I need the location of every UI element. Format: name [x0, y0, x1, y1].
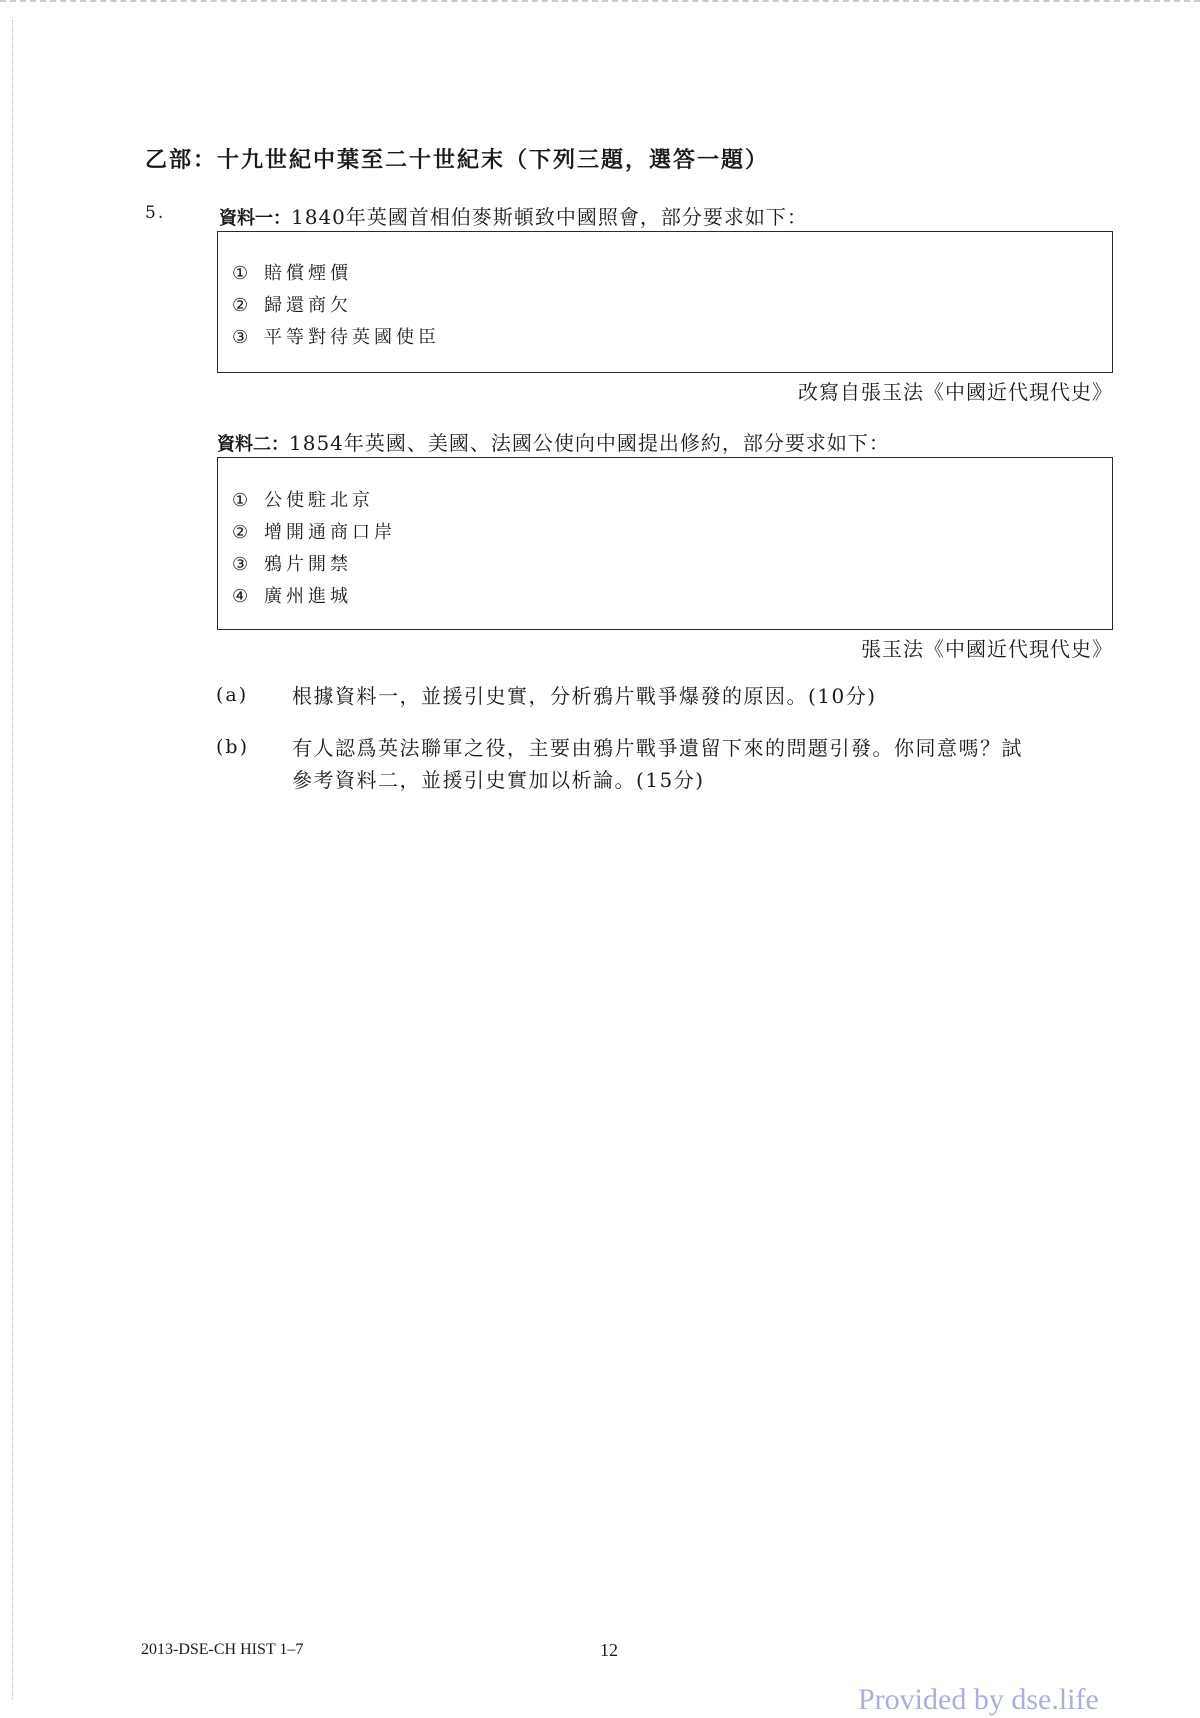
source-1-label: 資料一： — [219, 208, 291, 229]
source-1-heading — [219, 201, 808, 230]
item-text: 賠償煙價 — [264, 263, 352, 284]
item-text: 增開通商口岸 — [264, 522, 396, 543]
item-text: 鴉片開禁 — [264, 554, 352, 575]
source-2-item — [232, 582, 352, 608]
watermark-text: Provided by dse.life — [858, 1683, 1099, 1716]
item-marker: ④ — [232, 586, 249, 607]
source-1-citation: 改寫自張玉法《中國近代現代史》 — [798, 380, 1113, 404]
source-2-text: 1854年英國、美國、法國公使向中國提出修約，部分要求如下： — [289, 431, 890, 455]
scan-margin-artifact — [12, 20, 13, 1700]
part-b-label: (b) — [216, 736, 249, 758]
source-1-box — [217, 231, 1113, 373]
source-2-item — [232, 486, 374, 512]
part-b-line: 有人認爲英法聯軍之役，主要由鴉片戰爭遺留下來的問題引發。你同意嗎？試 — [292, 736, 1023, 760]
part-a-line: 根據資料一，並援引史實，分析鴉片戰爭爆發的原因。(10分) — [292, 684, 877, 708]
section-title: 乙部：十九世紀中葉至二十世紀末（下列三題，選答一題） — [145, 148, 770, 173]
item-marker: ① — [232, 490, 249, 511]
part-b-line: 參考資料二，並援引史實加以析論。(15分) — [292, 768, 705, 792]
source-1-item — [232, 291, 352, 317]
source-1-item — [232, 323, 440, 349]
item-text: 廣州進城 — [264, 586, 352, 607]
source-2-citation: 張玉法《中國近代現代史》 — [861, 637, 1113, 661]
page-number: 12 — [600, 1640, 618, 1660]
source-2-label: 資料二： — [217, 434, 289, 455]
source-2-heading — [217, 427, 890, 456]
item-marker: ③ — [232, 327, 249, 348]
item-text: 平等對待英國使臣 — [264, 327, 440, 348]
source-1-text: 1840年英國首相伯麥斯頓致中國照會，部分要求如下： — [291, 205, 808, 229]
part-a-label: (a) — [216, 684, 249, 706]
source-2-item — [232, 550, 352, 576]
part-a-text — [292, 680, 1122, 712]
scan-edge-artifact — [0, 0, 1200, 8]
item-marker: ③ — [232, 554, 249, 575]
item-marker: ① — [232, 263, 249, 284]
source-2-box — [217, 457, 1113, 630]
part-b-text — [292, 732, 1122, 796]
source-1-item — [232, 259, 352, 285]
item-text: 公使駐北京 — [264, 490, 374, 511]
item-text: 歸還商欠 — [264, 295, 352, 316]
item-marker: ② — [232, 522, 249, 543]
item-marker: ② — [232, 295, 249, 316]
source-2-item — [232, 518, 396, 544]
question-number: 5. — [145, 203, 166, 223]
exam-code: 2013-DSE-CH HIST 1–7 — [141, 1641, 304, 1658]
